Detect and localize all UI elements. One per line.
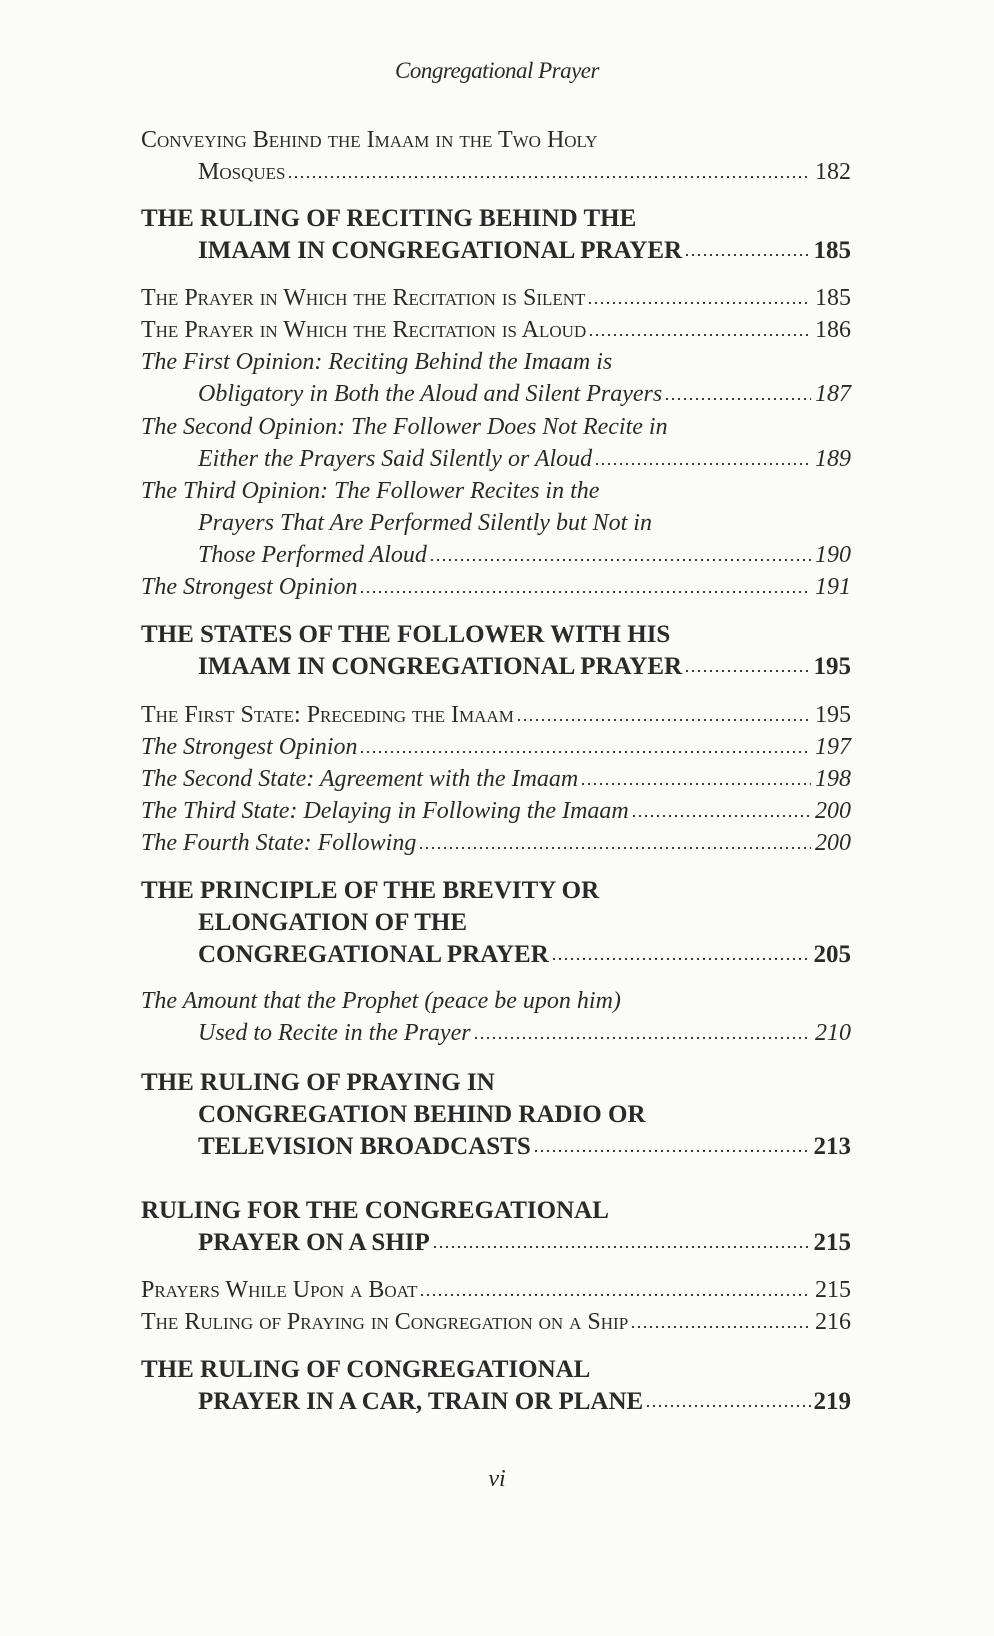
toc-page-number: 198	[815, 766, 851, 792]
toc-entry-title: Mosques	[198, 159, 286, 185]
toc-page-number: 186	[815, 317, 851, 343]
toc-entry-title: THE STATES OF THE FOLLOWER WITH HIS	[141, 621, 671, 648]
toc-entry-line	[141, 1098, 851, 1130]
toc-entry-line	[141, 1385, 851, 1417]
toc-entry-title: Conveying Behind the Imaam in the Two Holy	[141, 127, 598, 153]
toc-page-number: 219	[813, 1388, 851, 1415]
dot-leader	[587, 301, 811, 305]
toc-entry-line	[141, 1194, 851, 1226]
toc-page-number: 215	[813, 1229, 851, 1256]
toc-entry-title: THE RULING OF CONGREGATIONAL	[141, 1356, 591, 1383]
toc-page-number: 191	[815, 574, 851, 600]
toc-entry-line	[141, 202, 851, 234]
toc-entry-title: The Strongest Opinion	[141, 574, 358, 600]
dot-leader	[580, 782, 811, 786]
toc-entry-line	[141, 314, 851, 346]
toc-section-entry	[141, 124, 851, 188]
toc-page-number: 182	[815, 159, 851, 185]
toc-section-entry	[141, 346, 851, 410]
toc-section-entry	[141, 699, 851, 731]
toc-page-number: 200	[815, 798, 851, 824]
toc-entry-line	[141, 699, 851, 731]
toc-entry-title: IMAAM IN CONGREGATIONAL PRAYER	[198, 237, 683, 264]
toc-entry-title: The Amount that the Prophet (peace be upon him)	[141, 988, 621, 1014]
page-number: vi	[488, 1466, 506, 1492]
toc-entry-line	[141, 282, 851, 314]
toc-page-number: 185	[813, 237, 851, 264]
dot-leader	[533, 1149, 811, 1153]
toc-section-entry	[141, 282, 851, 314]
dot-leader	[645, 1404, 811, 1408]
toc-entry-line	[141, 539, 851, 571]
toc-entry-title: Prayers While Upon a Boat	[141, 1277, 418, 1303]
dot-leader	[684, 253, 811, 257]
toc-page-number: 200	[815, 830, 851, 856]
toc-entry-line	[141, 1066, 851, 1098]
toc-section-entry	[141, 1306, 851, 1338]
toc-page-number: 216	[815, 1309, 851, 1335]
toc-page-number: 195	[813, 653, 851, 680]
toc-entry-line	[141, 411, 851, 443]
toc-page-number: 189	[815, 446, 851, 472]
toc-entry-title: Either the Prayers Said Silently or Aloud	[198, 446, 593, 472]
toc-page-number: 197	[815, 734, 851, 760]
toc-section-entry	[141, 763, 851, 795]
toc-entry-line	[141, 795, 851, 827]
dot-leader	[551, 957, 811, 961]
toc-entry-line	[141, 938, 851, 970]
toc-entry-title: The Ruling of Praying in Congregation on a Ship	[141, 1309, 629, 1335]
toc-entry-line	[141, 1017, 851, 1049]
toc-entry-title: The First State: Preceding the Imaam	[141, 702, 514, 728]
toc-entry-title: The Third State: Delaying in Following the Imaam	[141, 798, 629, 824]
toc-entry-line	[141, 827, 851, 859]
dot-leader	[516, 718, 811, 722]
toc-entry-line	[141, 507, 851, 539]
toc-entry-line	[141, 763, 851, 795]
toc-entry-title: CONGREGATION BEHIND RADIO OR	[198, 1101, 646, 1128]
toc-page-number: 213	[813, 1133, 851, 1160]
dot-leader	[630, 1325, 811, 1329]
toc-entry-title: THE PRINCIPLE OF THE BREVITY OR	[141, 877, 600, 904]
toc-section-entry	[141, 411, 851, 475]
toc-entry-title: ELONGATION OF THE	[198, 909, 468, 936]
dot-leader	[664, 397, 811, 401]
dot-leader	[359, 750, 811, 754]
toc-entry-title: The Third Opinion: The Follower Recites in the	[141, 478, 600, 504]
toc-section-entry	[141, 571, 851, 603]
toc-entry-line	[141, 731, 851, 763]
dot-leader	[432, 1245, 811, 1249]
toc-section-entry	[141, 827, 851, 859]
toc-entry-title: The Second Opinion: The Follower Does Not Recite in	[141, 414, 668, 440]
toc-chapter-entry	[141, 202, 851, 266]
toc-page-number: 187	[815, 381, 851, 407]
toc-entry-title: The Prayer in Which the Recitation is Aloud	[141, 317, 587, 343]
toc-page-number: 195	[815, 702, 851, 728]
toc-entry-title: THE RULING OF PRAYING IN	[141, 1069, 495, 1096]
toc-entry-title: THE RULING OF RECITING BEHIND THE	[141, 205, 637, 232]
dot-leader	[287, 175, 811, 179]
toc-entry-line	[141, 346, 851, 378]
toc-entry-title: RULING FOR THE CONGREGATIONAL	[141, 1197, 609, 1224]
toc-entry-line	[141, 1130, 851, 1162]
toc-page-number: 215	[815, 1277, 851, 1303]
toc-entry-title: IMAAM IN CONGREGATIONAL PRAYER	[198, 653, 683, 680]
toc-entry-line	[141, 985, 851, 1017]
toc-page-number: 185	[815, 285, 851, 311]
toc-entry-title: The Prayer in Which the Recitation is Silent	[141, 285, 586, 311]
toc-entry-line	[141, 874, 851, 906]
dot-leader	[429, 558, 811, 562]
dot-leader	[473, 1036, 811, 1040]
dot-leader	[588, 333, 811, 337]
dot-leader	[594, 462, 811, 466]
toc-entry-line	[141, 906, 851, 938]
toc-entry-title: The Fourth State: Following	[141, 830, 417, 856]
toc-entry-title: Prayers That Are Performed Silently but Not in	[198, 510, 652, 536]
toc-entry-title: TELEVISION BROADCASTS	[198, 1133, 531, 1160]
toc-entry-line	[141, 124, 851, 156]
toc-entry-line	[141, 378, 851, 410]
toc-entry-line	[141, 234, 851, 266]
dot-leader	[419, 1293, 811, 1297]
dot-leader	[631, 814, 811, 818]
dot-leader	[359, 590, 811, 594]
toc-entry-line	[141, 1306, 851, 1338]
toc-entry-title: CONGREGATIONAL PRAYER	[198, 941, 549, 968]
toc-chapter-entry	[141, 1066, 851, 1162]
toc-section-entry	[141, 475, 851, 571]
toc-entry-title: PRAYER ON A SHIP	[198, 1229, 430, 1256]
toc-entry-line	[141, 156, 851, 188]
toc-entry-line	[141, 571, 851, 603]
running-head: Congregational Prayer	[395, 58, 599, 83]
toc-entry-title: Those Performed Aloud	[198, 542, 427, 568]
toc-page-number: 205	[813, 941, 851, 968]
toc-section-entry	[141, 985, 851, 1049]
toc-chapter-entry	[141, 874, 851, 970]
toc-entry-line	[141, 1353, 851, 1385]
toc-entry-title: The Strongest Opinion	[141, 734, 358, 760]
toc-entry-line	[141, 475, 851, 507]
toc-entry-line	[141, 1226, 851, 1258]
toc-section-entry	[141, 314, 851, 346]
toc-entry-line	[141, 443, 851, 475]
toc-page-number: 210	[815, 1020, 851, 1046]
toc-chapter-entry	[141, 1353, 851, 1417]
toc-entry-title: Obligatory in Both the Aloud and Silent Prayers	[198, 381, 663, 407]
toc-chapter-entry	[141, 618, 851, 682]
dot-leader	[684, 669, 811, 673]
toc-chapter-entry	[141, 1194, 851, 1258]
toc-section-entry	[141, 795, 851, 827]
toc-page-number: 190	[815, 542, 851, 568]
toc-entry-title: Used to Recite in the Prayer	[198, 1020, 471, 1046]
toc-section-entry	[141, 1274, 851, 1306]
dot-leader	[418, 846, 811, 850]
toc-section-entry	[141, 731, 851, 763]
toc-entry-title: The First Opinion: Reciting Behind the Imaam is	[141, 349, 613, 375]
toc-entry-line	[141, 1274, 851, 1306]
toc-entry-line	[141, 650, 851, 682]
toc-entry-title: PRAYER IN A CAR, TRAIN OR PLANE	[198, 1388, 644, 1415]
toc-entry-title: The Second State: Agreement with the Imaam	[141, 766, 579, 792]
toc-entry-line	[141, 618, 851, 650]
